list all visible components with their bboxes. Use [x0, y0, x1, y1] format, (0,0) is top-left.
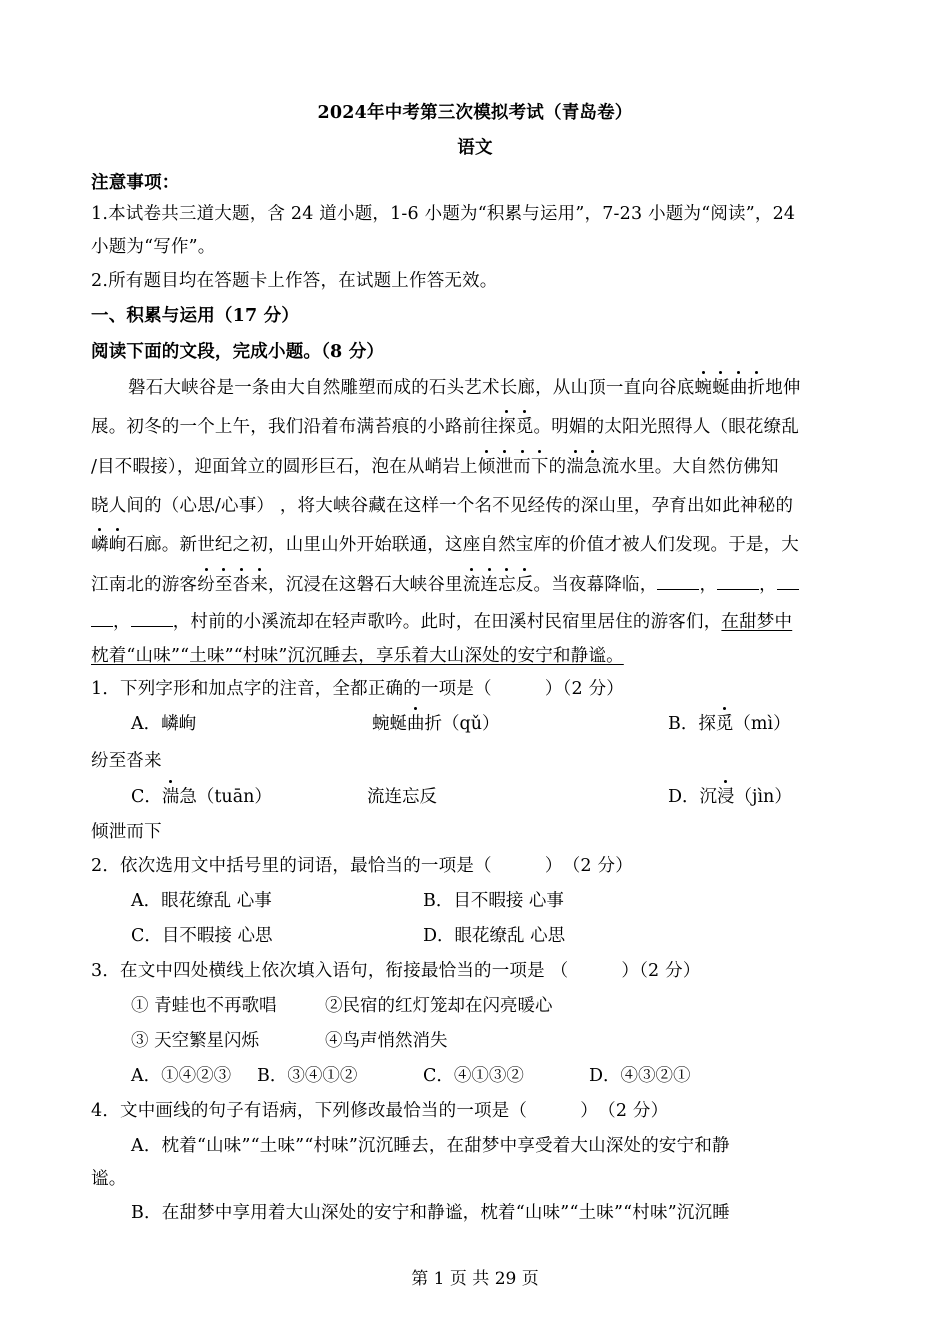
dotted-word	[463, 575, 534, 595]
q2-option-a: A．眼花缭乱 心事	[131, 891, 272, 911]
text: C．	[131, 787, 162, 807]
q3-sentence-4: ④鸟声悄然消失	[325, 1031, 448, 1051]
dotted-char: 反	[515, 575, 534, 595]
notice-heading: 注意事项：	[91, 173, 180, 193]
dotted-char: 蜿	[694, 378, 713, 398]
text: ，	[699, 575, 718, 595]
text: ，	[113, 612, 131, 632]
underlined-sentence: 在甜梦中	[721, 612, 793, 632]
text: 地伸	[765, 378, 801, 398]
dotted-char: 倾	[477, 457, 496, 477]
text: （mì）	[733, 714, 791, 734]
dotted-word	[478, 457, 549, 477]
dotted-char: 蜒	[712, 378, 730, 398]
q3-option-b: B．③④①②	[257, 1066, 358, 1086]
dotted-char: 连	[480, 575, 499, 595]
notice-item-1: 1.本试卷共三道大题，含 24 道小题，1-6 小题为“积累与运用”，7-23 小题为“阅读”，24	[91, 204, 796, 224]
fill-blank-2	[717, 573, 759, 590]
text: 。当夜幕降临，	[533, 575, 658, 595]
text: 急（tuān）	[179, 787, 272, 807]
dotted-word	[197, 575, 268, 595]
dotted-char: 忘	[498, 575, 516, 595]
dotted-char: 流	[462, 575, 481, 595]
q1-option-d	[668, 786, 792, 808]
q1-option-b-cont: 纷至沓来	[91, 751, 162, 771]
notice-item-1-cont: 小题为“写作”。	[91, 237, 216, 257]
passage-line-4: 晓人间的（心思/心事） ，将大峡谷藏在这样一个名不见经传的深山里，孕育出如此神秘的	[91, 496, 794, 516]
q3-sentence-2: ②民宿的红灯笼却在闪亮暖心	[325, 996, 553, 1016]
dotted-char: 觅	[515, 417, 534, 437]
dotted-word	[498, 417, 533, 437]
text: 蜿蜒	[372, 714, 407, 734]
exam-title: 2024年中考第三次模拟考试（青岛卷）	[317, 103, 633, 123]
subject-title: 语文	[457, 138, 493, 158]
q3-stem: 3．在文中四处横线上依次填入语句，衔接最恰当的一项是 （ ）（2 分）	[91, 961, 701, 981]
text: ，	[759, 575, 777, 595]
dotted-char: 湍	[161, 787, 180, 807]
text: 石廊。新世纪之初，山里山外开始联通，这座自然宝库的价值才被人们发现。于是，大	[126, 535, 800, 555]
dotted-word	[566, 457, 601, 477]
text: 展。初冬的一个上午，我们沿着布满苔痕的小路前往	[91, 417, 499, 437]
text: 。明媚的太阳光照得人（眼花缭乱	[533, 417, 800, 437]
dotted-char: 沓	[232, 575, 251, 595]
dotted-char: 嶙	[91, 535, 109, 555]
text: /目不暇接），迎面耸立的圆形巨石，泡在从峭岩上	[91, 457, 478, 477]
passage-line-7	[91, 610, 861, 633]
passage-line-8	[91, 645, 861, 667]
q1-option-a-word	[372, 713, 499, 735]
fill-blank-1	[657, 573, 699, 590]
q1-option-b	[668, 713, 791, 735]
text: 江南北的游客	[91, 575, 198, 595]
passage-line-2	[91, 416, 861, 438]
q1-option-a: A．嶙峋	[131, 714, 197, 734]
dotted-char: 浸	[717, 787, 735, 807]
dotted-char: 觅	[715, 714, 734, 734]
fill-blank-4	[131, 610, 173, 627]
q2-option-d: D．眼花缭乱 心思	[423, 926, 566, 946]
fill-blank-3b	[91, 610, 113, 627]
section-heading: 一、积累与运用（17 分）	[91, 306, 300, 326]
text: 的	[548, 457, 567, 477]
dotted-char: 折	[747, 378, 766, 398]
text: ，沉浸在这磐石大峡谷里	[268, 575, 463, 595]
q3-sentence-3: ③ 天空繁星闪烁	[131, 1031, 260, 1051]
q4-option-a: A．枕着“山味”“土味”“村味”沉沉睡去，在甜梦中享受着大山深处的安宁和静	[131, 1136, 730, 1156]
dotted-char: 探	[498, 417, 516, 437]
q3-option-a: A．①④②③	[131, 1066, 232, 1086]
dotted-word	[694, 378, 765, 398]
q2-option-b: B．目不暇接 心事	[423, 891, 564, 911]
passage-line-6	[91, 573, 861, 596]
q2-option-c: C．目不暇接 心思	[131, 926, 273, 946]
q1-option-d-cont: 倾泄而下	[91, 822, 162, 842]
text: B．探	[668, 714, 716, 734]
dotted-char: 至	[214, 575, 233, 595]
notice-item-2: 2.所有题目均在答题卡上作答，在试题上作答无效。	[91, 271, 498, 291]
text: ，村前的小溪流却在轻声歌吟。此时，在田溪村民宿里居住的游客们，	[172, 612, 722, 632]
text: 折（qǔ）	[424, 714, 500, 734]
dotted-char: 曲	[729, 378, 748, 398]
q2-stem: 2．依次选用文中括号里的词语，最恰当的一项是（ ） （2 分）	[91, 856, 633, 876]
q4-option-b: B．在甜梦中享用着大山深处的安宁和静谧，枕着“山味”“土味”“村味”沉沉睡	[131, 1203, 730, 1223]
q4-stem: 4．文中画线的句子有语病，下列修改最恰当的一项是（ ） （2 分）	[91, 1101, 669, 1121]
q3-option-d: D．④③②①	[589, 1066, 691, 1086]
dotted-char: 湍	[566, 457, 584, 477]
passage-line-1	[128, 377, 861, 399]
text: 流水里。大自然仿佛知	[601, 457, 779, 477]
text: 磐石大峡谷是一条由大自然雕塑而成的石头艺术长廊，从山顶一直向谷底	[128, 378, 695, 398]
section-instruction: 阅读下面的文段，完成小题。（8 分）	[91, 342, 385, 362]
q1-option-c	[131, 786, 272, 808]
dotted-char: 而	[513, 457, 531, 477]
q3-option-c: C．④①③②	[423, 1066, 524, 1086]
text: D．沉	[668, 787, 718, 807]
dotted-char: 纷	[197, 575, 215, 595]
page-footer: 第 1 页 共 29 页	[411, 1269, 539, 1289]
q1-option-c-word: 流连忘反	[367, 787, 437, 807]
dotted-char: 下	[530, 457, 549, 477]
q4-option-a-cont: 谧。	[91, 1169, 127, 1189]
q1-stem: 1．下列字形和加点字的注音，全都正确的一项是（ ）（2 分）	[91, 679, 624, 699]
dotted-char: 曲	[407, 714, 425, 734]
underlined-sentence: 枕着“山味”“土味”“村味”沉沉睡去，享乐着大山深处的安宁和静谧。	[91, 646, 624, 666]
passage-line-5	[91, 534, 861, 556]
dotted-char: 峋	[108, 535, 127, 555]
dotted-word	[91, 535, 126, 555]
dotted-char: 急	[583, 457, 602, 477]
dotted-char: 泄	[495, 457, 514, 477]
q3-sentence-1: ① 青蛙也不再歌唱	[131, 996, 277, 1016]
text: （jìn）	[734, 787, 792, 807]
dotted-char: 来	[250, 575, 269, 595]
passage-line-3	[91, 456, 861, 478]
fill-blank-3a	[777, 573, 799, 590]
